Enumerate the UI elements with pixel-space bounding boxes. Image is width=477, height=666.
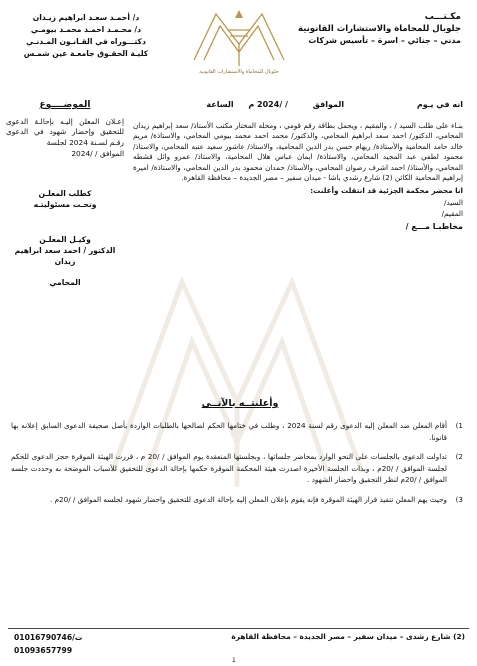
request-paragraph: بنـاء على طلب السيد / ، والمقيم ، ويحمل بطاقة رقم قومي ، ومحله المختار مكتب الأستاذ/ سعد إبراهيم زيدان المحامي، الدكتور/ احمد سعد ابراهيم المحامي، والدكتور/ محمد احمد محمد بيومي المحامي، والاستاذة/ مريم خالد حامد المحامية والأستاذة/ ريهام حسن بدر الدين المحامية، والاستاذ/ عاشور سعيد عنبه المحامي، والاستاذ/ محمود لطفي عبد المجيد المحامي، والاستاذة/ ايمان عباس هلال المحامية، والاستاذ/ عمرو وائل قشطه المحامي، والأستاذ/ احمد اشرف رضوان المحامي، والأستاذ/ حمدان محمود بدر الدين المحامي، والاستاذة/ اميرة إبراهيم المحامية الكائن (2) شارع رشدي باشا - ميدان سفير – مصر الجديدة – محافظة القاهرة.: [133, 120, 463, 182]
date-day-label: انه في يـوم: [416, 100, 463, 109]
item-text: وحيث يهم المعلن تنفيذ قرار الهيئة الموقرة فإنه يقوم بإعلان المعلن إليه بإحالة الدعوى للتحقيق واحضار شهود لجلسه الموافق / /20م .: [50, 494, 447, 504]
sidebar: [6, 100, 124, 288]
footer-phones: [14, 631, 83, 657]
items-list: [11, 420, 463, 513]
firm-header: [271, 12, 461, 47]
bailiff-line: انا محضر محكمة الجزئية قد انتقلت وأعلنت:: [310, 185, 463, 195]
doctor-degree: دكتـــوراه في القـانـون المـدنـي: [26, 37, 146, 46]
item-text: تداولت الدعوى بالجلسات على النحو الوارد بمحاضر جلساتها ، وبجلستها المنعقدة يوم الموافق / /20 م ، قررت الهيئة الموقرة حجز الدعوى للحكم لجلسة الموافق / /20م ، وبذات الجلسة الأخيرة اصدرت هيئة المحكمة الموقرة حكمها بإحالة الدعوى للتحقيق للأسباب الموضحة به وحددت جلسه الموافق / /20م لنظر التحقيق واحضار الشهود .: [11, 452, 447, 484]
agent-line-3: المحامي: [49, 277, 81, 287]
announce-heading: وأعلنتــه بالآتــي: [201, 398, 279, 409]
firm-services: مدني – جنائي – اسرة – تأسيس شركات: [308, 36, 461, 45]
main-body: [133, 100, 463, 233]
date-line: [133, 100, 463, 111]
footer-address: (2) شارع رشدى – ميدان سفير – مصر الجديدة – محافظة القاهرة: [231, 632, 465, 641]
phone-number-1: ت/01016790746: [14, 633, 83, 642]
item-number: 1): [455, 421, 463, 430]
doctor-faculty: كليـة الحقـوق جامعـة عين شمـس: [23, 49, 149, 58]
date-year: / /2024 م: [248, 100, 288, 109]
doctor-name-2: د/ محـمـد احمـد محمـد بيومـي: [30, 25, 142, 34]
footer-divider: [8, 628, 469, 629]
addressed-label: مخاطبـا مـــع /: [405, 222, 463, 231]
requester-block: [6, 188, 124, 210]
party-address-line: المقيم/: [441, 209, 463, 218]
agent-block: [6, 234, 124, 288]
firm-name: جلوبال للمحاماة والاستشارات القانونية: [297, 23, 461, 34]
date-corresponding-label: الموافق: [312, 100, 345, 109]
office-label: مكـتـــب: [424, 12, 461, 22]
doctor-name-1: د/ أحمـد سعـد ابراهيم زيـدان: [32, 13, 140, 22]
requester-line-1: كطلب المعلـن: [38, 188, 92, 198]
logo-caption: جلوبال للمحاماة والاستشارات القانونية: [199, 69, 279, 75]
agent-line-2: الدكتور / احمد سعد ابراهيم زيدان: [14, 245, 116, 266]
requester-line-2: وتحـت مسئوليتـه: [33, 199, 97, 209]
doctors-header: [6, 12, 166, 60]
item-number: 3): [455, 494, 463, 504]
date-hour-label: الساعة: [206, 100, 234, 109]
page-number: 1: [232, 657, 236, 664]
subject-heading: الموضــــوع: [39, 100, 91, 110]
list-item: [11, 494, 463, 506]
party-name-line: السيد/: [444, 198, 463, 207]
list-item: [11, 451, 463, 486]
list-item: [11, 420, 463, 443]
phone-number-2: 01093657799: [14, 646, 73, 655]
agent-line-1: وكيـل المعلـن: [39, 234, 91, 244]
item-number: 2): [455, 452, 463, 461]
item-text: أقام المعلن ضد المعلن إليه الدعوى رقم لسنة 2024 ، وطلب في ختامها الحكم لصالحها بالطلبات الواردة بأصل صحيفة الدعوى السابق إعلانه بها قانونا.: [11, 421, 447, 442]
party-lines: [133, 198, 463, 220]
subject-date: الموافق / /2024: [71, 149, 124, 158]
subject-text: إعـلان المعلن إليـه بإحالـة الدعوى للتحقيق وإحضار شهود في الدعوى رقـم لسـنة 2024 لجلسة: [6, 116, 124, 147]
